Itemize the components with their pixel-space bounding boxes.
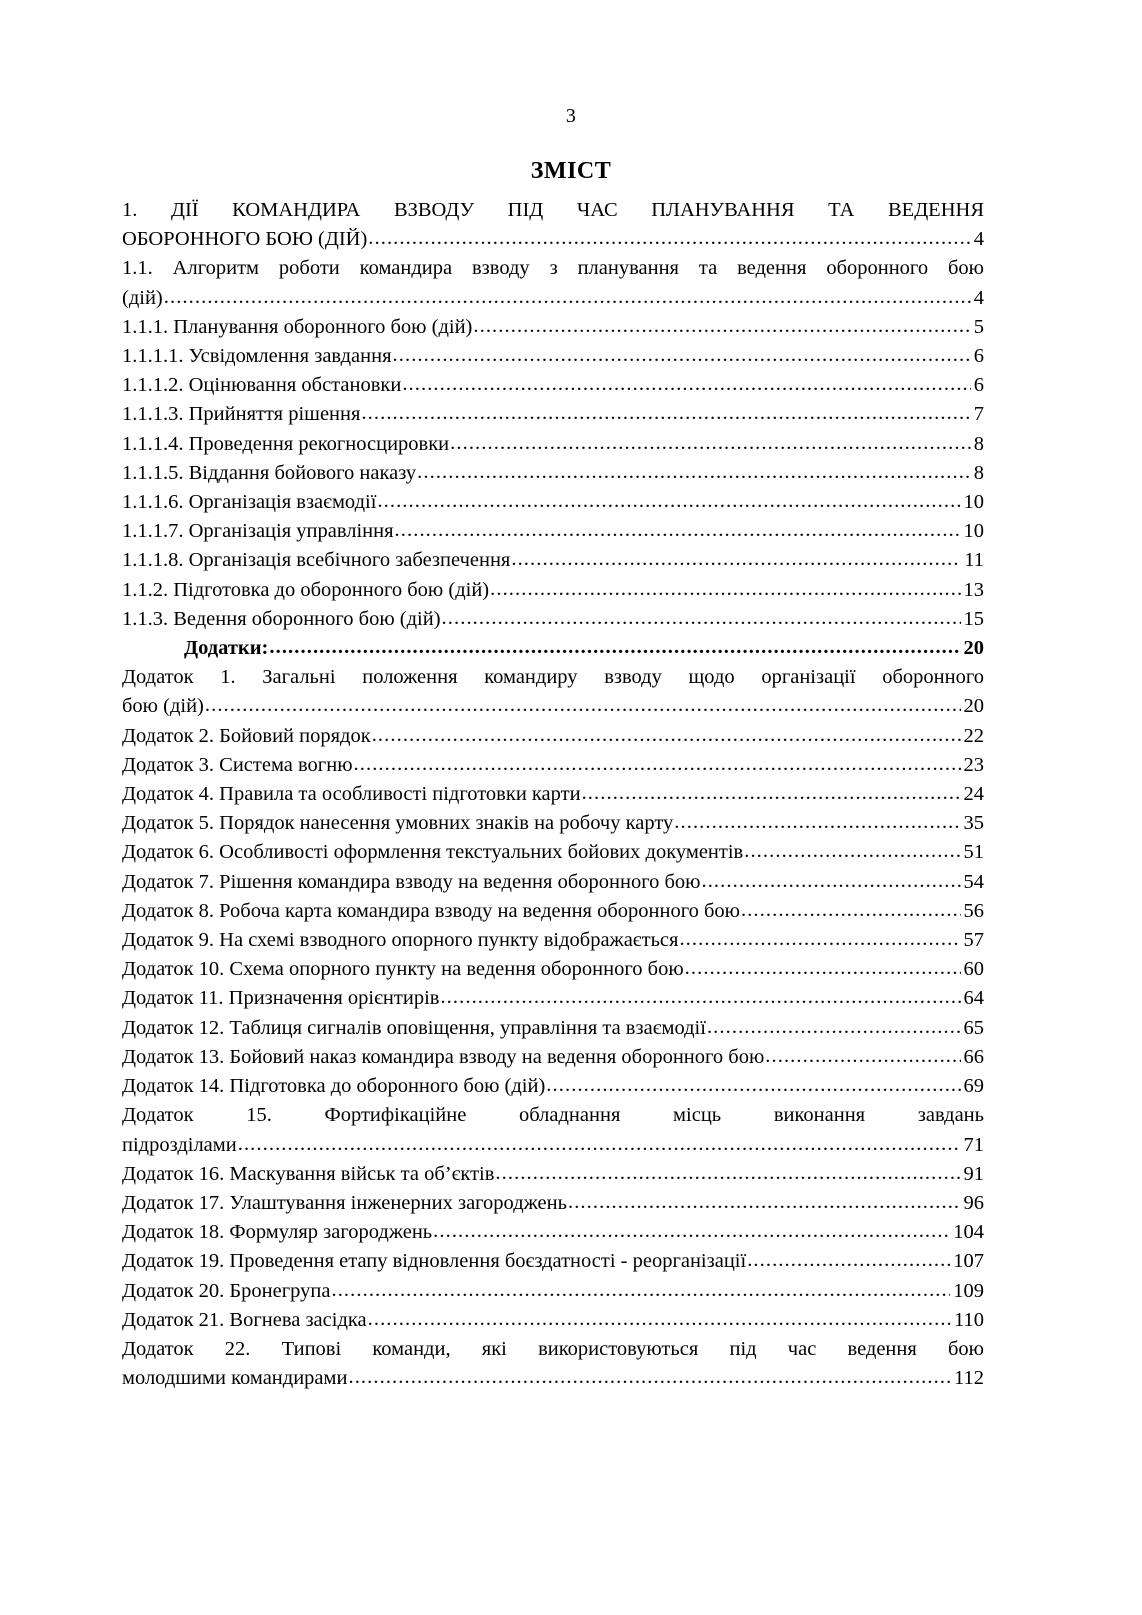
toc-entry-title: Додаток 9. На схемі взводного опорного пункту відображається <box>122 929 679 952</box>
toc-entry-title: 1.1.1.2. Оцінювання обстановки <box>122 374 402 397</box>
toc-entry[interactable] <box>122 488 984 517</box>
toc-entry[interactable] <box>122 926 984 955</box>
toc-entry-title: Додаток 10. Схема опорного пункту на ведення оборонного бою <box>122 958 684 981</box>
toc-entry[interactable] <box>122 196 984 254</box>
toc-dot-leader <box>440 983 960 1012</box>
toc-entry-title: Додаток 11. Призначення орієнтирів <box>122 987 440 1010</box>
toc-entry[interactable] <box>122 1189 984 1218</box>
toc-entry-title-line: Додаток 1. Загальні положення командиру взводу щодо організації оборонного <box>122 666 984 689</box>
toc-page-number: 15 <box>963 607 984 630</box>
toc-page-number: 22 <box>963 724 984 747</box>
toc-entry-title: Додаток 18. Формуляр загороджень <box>122 1221 433 1244</box>
page-title: ЗМІСТ <box>530 158 612 185</box>
toc-entry-title: 1.1.1.6. Організація взаємодії <box>122 491 377 514</box>
toc-page-number: 65 <box>963 1016 984 1039</box>
toc-entry[interactable] <box>122 984 984 1013</box>
table-of-contents <box>122 196 984 1393</box>
toc-entry-title: Додаток 17. Улаштування інженерних загороджень <box>122 1191 567 1214</box>
toc-page-number: 6 <box>973 374 984 397</box>
toc-entry[interactable] <box>122 1014 984 1043</box>
toc-dot-leader <box>393 341 971 370</box>
toc-entry-last-line <box>122 692 984 721</box>
toc-entry[interactable] <box>122 254 984 312</box>
toc-entry-title: Додаток 3. Система вогню <box>122 753 353 776</box>
toc-entry[interactable] <box>122 1218 984 1247</box>
toc-dot-leader <box>442 604 961 633</box>
toc-entry[interactable] <box>122 722 984 751</box>
toc-page-number: 23 <box>963 753 984 776</box>
toc-entry-title: Додаток 21. Вогнева засідка <box>122 1308 367 1331</box>
toc-entry-title-line: Додаток 22. Типові команди, які використовуються під час ведення бою <box>122 1337 984 1360</box>
toc-page-number: 96 <box>963 1191 984 1214</box>
toc-entry-title: Додаток 16. Маскування військ та об’єктів <box>122 1162 495 1185</box>
toc-entry-title: Додатки: <box>184 637 269 660</box>
toc-dot-leader <box>511 545 961 574</box>
toc-entry-title: Додаток 8. Робоча карта командира взводу на ведення оборонного бою <box>122 899 740 922</box>
toc-entry[interactable] <box>122 576 984 605</box>
toc-dot-leader <box>348 1363 951 1392</box>
toc-dot-leader <box>164 283 971 312</box>
toc-entry[interactable] <box>122 605 984 634</box>
toc-entry-title: Додаток 13. Бойовий наказ командира взводу на ведення оборонного бою <box>122 1045 765 1068</box>
toc-entry-title: ОБОРОННОГО БОЮ (ДІЙ) <box>122 228 368 251</box>
toc-entry-title: бою (дій) <box>122 695 204 718</box>
toc-entry[interactable] <box>122 1335 984 1393</box>
toc-dot-leader <box>765 1042 960 1071</box>
toc-entry-title: Додаток 7. Рішення командира взводу на ведення оборонного бою <box>122 870 701 893</box>
toc-dot-leader <box>674 808 960 837</box>
toc-page-number: 35 <box>963 812 984 835</box>
toc-page-number: 66 <box>963 1045 984 1068</box>
toc-entry-title: 1.1.2. Підготовка до оборонного бою (дій) <box>122 578 490 601</box>
toc-entry-last-line <box>122 1131 984 1160</box>
toc-dot-leader <box>701 867 960 896</box>
toc-entry[interactable] <box>122 546 984 575</box>
toc-entry-title: Додаток 19. Проведення етапу відновлення боєздатності - реорганізації <box>122 1250 747 1273</box>
toc-dot-leader <box>747 1246 950 1275</box>
toc-page-number: 112 <box>954 1367 984 1390</box>
toc-entry-last-line <box>122 225 984 254</box>
toc-entry-title: Додаток 4. Правила та особливості підготовки карти <box>122 783 581 806</box>
toc-entry-title: Додаток 2. Бойовий порядок <box>122 724 371 747</box>
toc-page-number: 56 <box>963 899 984 922</box>
toc-page-number: 54 <box>963 870 984 893</box>
toc-entry-title: Додаток 12. Таблиця сигналів оповіщення, управління та взаємодії <box>122 1016 706 1039</box>
toc-dot-leader <box>679 925 960 954</box>
toc-entry[interactable] <box>122 1277 984 1306</box>
toc-dot-leader <box>744 837 960 866</box>
toc-dot-leader <box>238 1130 961 1159</box>
toc-dot-leader <box>495 1159 960 1188</box>
toc-dot-leader <box>741 896 961 925</box>
toc-page-number: 51 <box>963 841 984 864</box>
toc-dot-leader <box>372 721 961 750</box>
toc-page-number: 91 <box>963 1162 984 1185</box>
toc-entry[interactable] <box>122 838 984 867</box>
toc-dot-leader <box>368 1305 951 1334</box>
toc-entry[interactable] <box>122 634 984 663</box>
toc-entry[interactable] <box>122 780 984 809</box>
toc-entry-title: 1.1.1.8. Організація всебічного забезпечення <box>122 549 511 572</box>
toc-page-number: 7 <box>973 403 984 426</box>
toc-page-number: 69 <box>963 1075 984 1098</box>
page-number-folio: 3 <box>565 105 577 127</box>
toc-entry-title-line: 1. ДІЇ КОМАНДИРА ВЗВОДУ ПІД ЧАС ПЛАНУВАННЯ ТА ВЕДЕННЯ <box>122 199 984 221</box>
toc-entry-title: 1.1.1.3. Прийняття рішення <box>122 403 361 426</box>
toc-entry[interactable] <box>122 868 984 897</box>
toc-entry-title: Додаток 20. Бронегрупа <box>122 1279 331 1302</box>
toc-entry[interactable] <box>122 459 984 488</box>
toc-page-number: 10 <box>963 491 984 514</box>
toc-page-number: 20 <box>963 637 984 660</box>
toc-entry-title: Додаток 14. Підготовка до оборонного бою (дій) <box>122 1075 546 1098</box>
toc-entry[interactable] <box>122 1306 984 1335</box>
toc-entry[interactable] <box>122 663 984 721</box>
toc-dot-leader <box>354 750 961 779</box>
toc-page-number: 60 <box>963 958 984 981</box>
toc-dot-leader <box>582 779 961 808</box>
toc-page-number: 24 <box>963 783 984 806</box>
toc-entry-title: 1.1.1.4. Проведення рекогносцировки <box>122 432 450 455</box>
toc-entry-title-line: 1.1. Алгоритм роботи командира взводу з планування та ведення оборонного бою <box>122 257 984 280</box>
toc-entry[interactable] <box>122 1160 984 1189</box>
toc-entry[interactable] <box>122 400 984 429</box>
toc-entry-title: 1.1.1.7. Організація управління <box>122 520 394 543</box>
toc-dot-leader <box>685 954 961 983</box>
toc-entry[interactable] <box>122 955 984 984</box>
toc-entry[interactable] <box>122 517 984 546</box>
toc-page-number: 13 <box>963 578 984 601</box>
toc-dot-leader <box>361 399 970 428</box>
toc-dot-leader <box>377 487 960 516</box>
toc-entry[interactable] <box>122 1072 984 1101</box>
toc-page-number: 8 <box>973 432 984 455</box>
toc-entry-title: молодшими командирами <box>122 1367 348 1390</box>
toc-dot-leader <box>473 312 970 341</box>
toc-entry-title: (дій) <box>122 286 163 309</box>
toc-page-number: 57 <box>963 929 984 952</box>
toc-dot-leader <box>368 224 970 253</box>
toc-entry[interactable] <box>122 342 984 371</box>
toc-entry[interactable] <box>122 1101 984 1159</box>
toc-page-number: 64 <box>963 987 984 1010</box>
toc-dot-leader <box>568 1188 961 1217</box>
toc-entry[interactable] <box>122 751 984 780</box>
toc-entry[interactable] <box>122 430 984 459</box>
toc-page-number: 20 <box>963 695 984 718</box>
toc-page-number: 107 <box>953 1250 984 1273</box>
toc-entry[interactable] <box>122 897 984 926</box>
toc-entry[interactable] <box>122 809 984 838</box>
toc-page-number: 4 <box>973 286 984 309</box>
toc-page-number: 71 <box>963 1133 984 1156</box>
toc-page-number: 5 <box>973 315 984 338</box>
toc-page-number: 104 <box>953 1221 984 1244</box>
toc-entry-title: підрозділами <box>122 1133 237 1156</box>
toc-entry[interactable] <box>122 1043 984 1072</box>
toc-dot-leader <box>546 1071 960 1100</box>
toc-entry[interactable] <box>122 1247 984 1276</box>
toc-dot-leader <box>205 691 961 720</box>
toc-entry-last-line <box>122 1364 984 1393</box>
toc-dot-leader <box>417 458 971 487</box>
toc-entry-title: 1.1.1.1. Усвідомлення завдання <box>122 345 392 368</box>
toc-entry-title: 1.1.3. Ведення оборонного бою (дій) <box>122 607 441 630</box>
toc-dot-leader <box>331 1276 950 1305</box>
toc-page-number: 6 <box>973 345 984 368</box>
toc-page-number: 11 <box>964 549 984 572</box>
toc-entry[interactable] <box>122 313 984 342</box>
toc-page-number: 110 <box>954 1308 984 1331</box>
toc-dot-leader <box>433 1217 950 1246</box>
toc-entry-title-line: Додаток 15. Фортифікаційне обладнання місць виконання завдань <box>122 1104 984 1127</box>
toc-page-number: 8 <box>973 461 984 484</box>
toc-entry-last-line <box>122 284 984 313</box>
toc-dot-leader <box>450 429 971 458</box>
toc-dot-leader <box>395 516 961 545</box>
toc-dot-leader <box>269 633 960 662</box>
toc-entry[interactable] <box>122 371 984 400</box>
toc-page-number: 10 <box>963 520 984 543</box>
toc-entry-title: 1.1.1. Планування оборонного бою (дій) <box>122 315 473 338</box>
toc-dot-leader <box>707 1013 961 1042</box>
toc-page-number: 4 <box>973 228 984 251</box>
toc-dot-leader <box>490 575 960 604</box>
toc-page-number: 109 <box>953 1279 984 1302</box>
toc-dot-leader <box>402 370 970 399</box>
toc-entry-title: Додаток 6. Особливості оформлення текстуальних бойових документів <box>122 841 744 864</box>
toc-entry-title: Додаток 5. Порядок нанесення умовних знаків на робочу карту <box>122 812 674 835</box>
toc-entry-title: 1.1.1.5. Віддання бойового наказу <box>122 461 417 484</box>
